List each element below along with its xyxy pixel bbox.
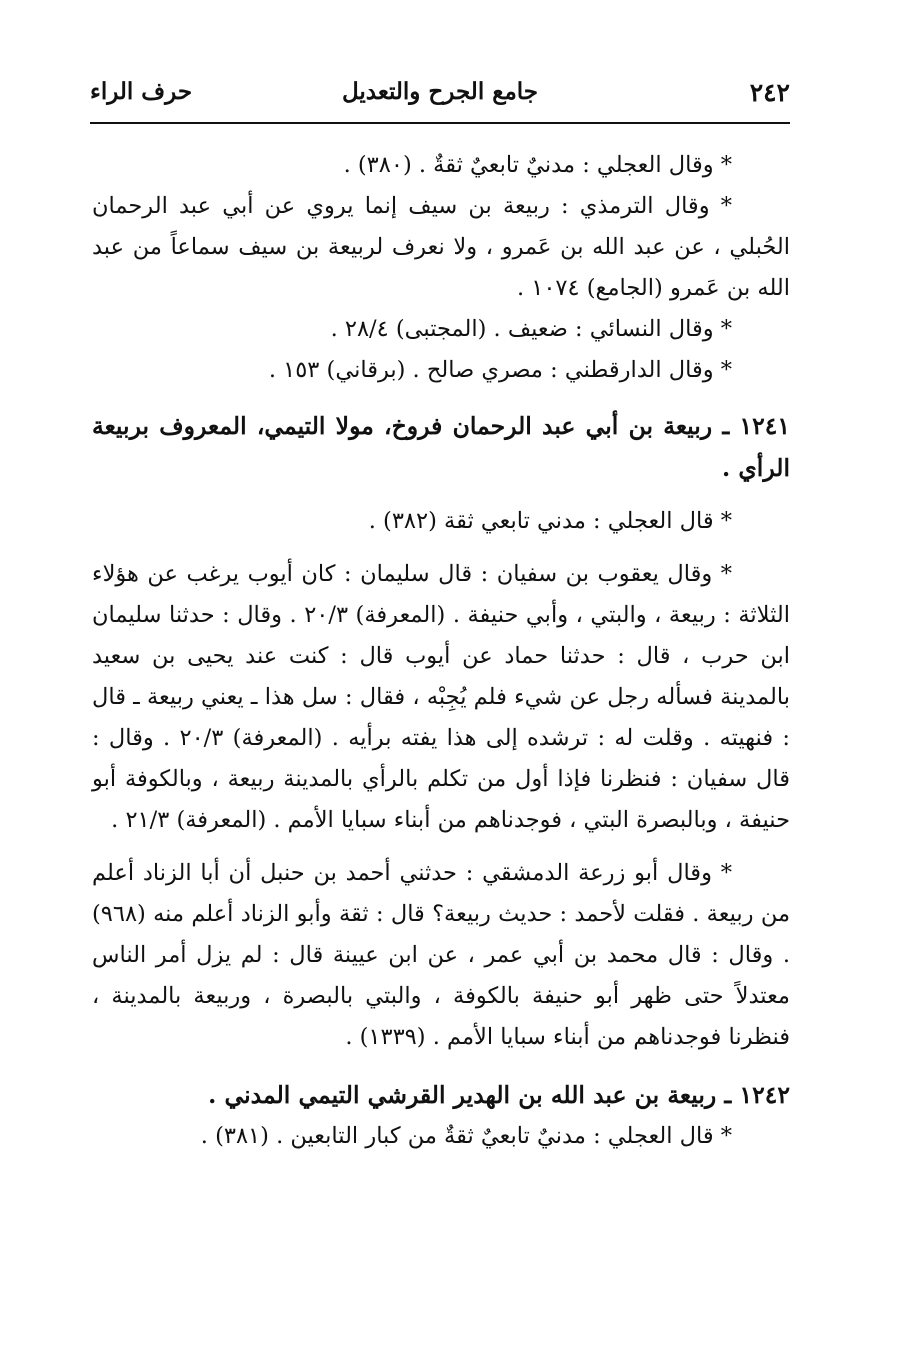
paragraph-yaqub: * وقال يعقوب بن سفيان : قال سليمان : كان أيوب يرغب عن هؤلاء الثلاثة : ربيعة ، والبتي ، وأبي حنيفة . (المعرفة) ٢٠/٣ . وقال : حدثنا سليمان ابن حرب ، قال : حدثنا حماد عن أيوب قال : كنت عند يحيى بن سعيد بالمدينة فسأله رجل عن شيء فلم يُجِبْه ، فقال : سل هذا ـ يعني ربيعة ـ قال : فنهيته . وقلت له : ترشده إلى هذا يفته برأيه . (المعرفة) ٢٠/٣ . وقال : قال سفيان : فنظرنا فإذا أول من تكلم بالرأي بالمدينة ربيعة ، وبالكوفة أبو حنيفة ، وبالبصرة البتي ، فوجدناهم من أبناء سبايا الأمم . (المعرفة) ٢١/٣ . (92, 561, 790, 833)
paragraph-tirmidhi: * وقال الترمذي : ربيعة بن سيف إنما يروي عن أبي عبد الرحمان الحُبلي ، عن عبد الله بن عَمرو ، ولا نعرف لربيعة بن سيف سماعاً من عبد الله بن عَمرو (الجامع) ١٠٧٤ . (92, 193, 790, 301)
paragraph-ijli-1: * وقال العجلي : مدنيٌ تابعيٌ ثقةٌ . (٣٨٠) . (343, 152, 732, 178)
book-title: جامع الجرح والتعديل (341, 78, 539, 105)
paragraph-ijli-2: * قال العجلي : مدني تابعي ثقة (٣٨٢) . (368, 508, 732, 534)
header-rule (90, 122, 790, 124)
entry-heading-1242: ١٢٤٢ ـ ربيعة بن عبد الله بن الهدير القرشي التيمي المدني . (208, 1081, 790, 1109)
paragraph-abu-zura: * وقال أبو زرعة الدمشقي : حدثني أحمد بن حنبل أن أبا الزناد أعلم من ربيعة . فقلت لأحمد : حديث ربيعة؟ قال : ثقة وأبو الزناد أعلم منه (٩٦٨) . وقال : قال محمد بن أبي عمر ، عن ابن عيينة قال : لم يزل أمر الناس معتدلاً حتى ظهر أبو حنيفة بالكوفة ، والبتي بالبصرة ، وربيعة بالمدينة ، فنظرنا فوجدناهم من أبناء سبايا الأمم . (١٣٣٩) . (92, 860, 790, 1050)
page-header (90, 72, 790, 112)
paragraph-ijli-3: * قال العجلي : مدنيٌ تابعيٌ ثقةٌ من كبار التابعين . (٣٨١) . (200, 1123, 732, 1149)
page-body (92, 145, 790, 1157)
section-title: حرف الراء (90, 78, 193, 105)
page-number: ٢٤٢ (749, 78, 790, 107)
paragraph-daraqutni: * وقال الدارقطني : مصري صالح . (برقاني) ١٥٣ . (268, 357, 732, 383)
entry-heading-1241: ١٢٤١ ـ ربيعة بن أبي عبد الرحمان فروخ، مولا التيمي، المعروف بربيعة الرأي . (92, 412, 790, 482)
paragraph-nasai: * وقال النسائي : ضعيف . (المجتبى) ٢٨/٤ . (330, 316, 732, 342)
